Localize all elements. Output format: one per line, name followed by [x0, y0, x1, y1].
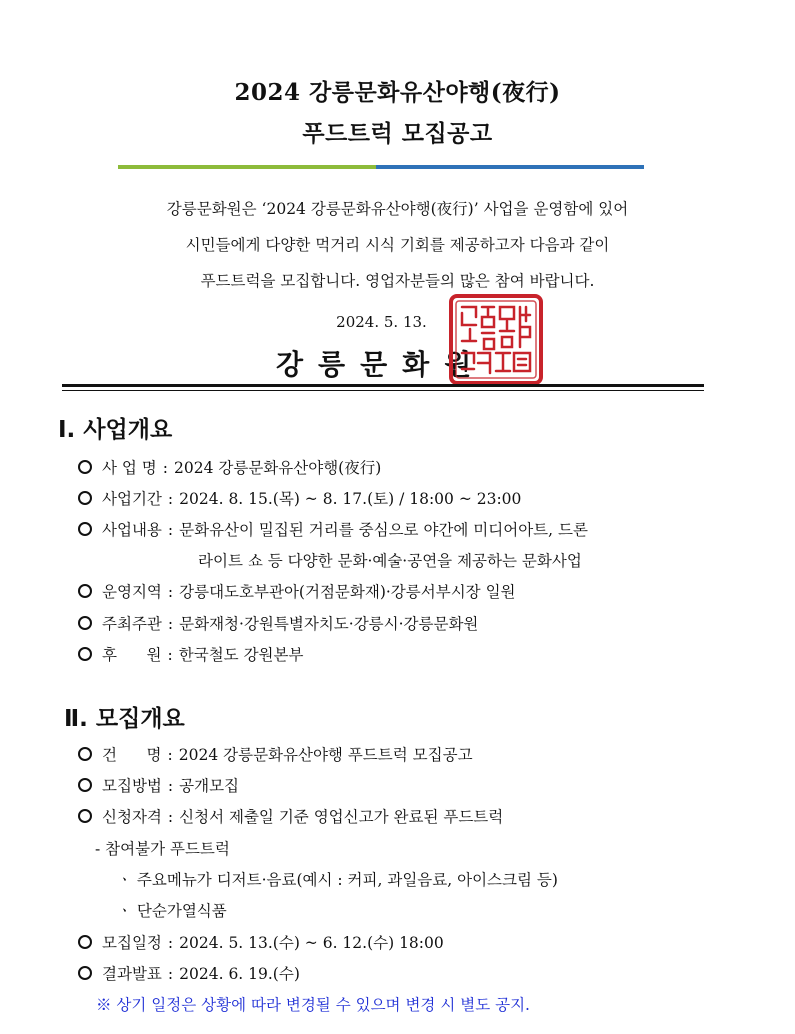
organization-name: 강릉문화원	[276, 348, 487, 381]
notice-date: 2024. 5. 13.	[336, 313, 427, 331]
intro-line-3: 푸드트럭을 모집합니다. 영업자분들의 많은 참여 바랍니다.	[200, 272, 595, 290]
item-value: 2024 강릉문화유산야행(夜行)	[174, 459, 382, 477]
item-label: 주최주관	[102, 615, 162, 633]
list-item: 건 명 : 2024 강릉문화유산야행 푸드트럭 모집공고	[78, 743, 473, 765]
intro-line-2: 시민들에게 다양한 먹거리 시식 기회를 제공하고자 다음과 같이	[185, 236, 610, 254]
item-value: 2024. 8. 15.(목) ~ 8. 17.(토) / 18:00 ~ 23:00	[179, 490, 522, 508]
item-label: 사업기간	[102, 490, 162, 508]
item-label: 운영지역	[102, 583, 162, 601]
official-seal-stamp	[448, 293, 544, 386]
section1-heading: I. 사업개요	[58, 417, 173, 443]
header-divider-thin	[62, 390, 704, 391]
circle-bullet-icon	[78, 747, 92, 761]
list-item: 결과발표 : 2024. 6. 19.(수)	[78, 962, 300, 984]
item-label: 사업내용	[102, 521, 162, 539]
notice-title-line2: 푸드트럭 모집공고	[302, 120, 493, 147]
item-value: 2024 강릉문화유산야행 푸드트럭 모집공고	[178, 746, 473, 764]
item-value: 한국철도 강원본부	[178, 646, 304, 664]
item-value: 2024. 5. 13.(수) ~ 6. 12.(수) 18:00	[179, 934, 444, 952]
item-value: 공개모집	[179, 777, 240, 795]
circle-bullet-icon	[78, 584, 92, 598]
item-label: 후 원	[102, 646, 162, 664]
list-item: 주최주관 : 문화재청·강원특별자치도·강릉시·강릉문화원	[78, 612, 478, 634]
item-label: 신청자격	[102, 808, 162, 826]
circle-bullet-icon	[78, 460, 92, 474]
circle-bullet-icon	[78, 966, 92, 980]
excluded-item: ㆍ 단순가열식품	[117, 902, 227, 920]
list-item: 운영지역 : 강릉대도호부관아(거점문화재)·강릉서부시장 일원	[78, 580, 516, 602]
list-item: 후 원 : 한국철도 강원본부	[78, 643, 303, 665]
item-label: 모집방법	[102, 777, 162, 795]
list-item: 모집일정 : 2024. 5. 13.(수) ~ 6. 12.(수) 18:00	[78, 931, 444, 953]
list-item: 사업내용 : 문화유산이 밀집된 거리를 중심으로 야간에 미디어아트, 드론	[78, 518, 588, 540]
header-divider-thick	[62, 384, 704, 387]
item-value: 강릉대도호부관아(거점문화재)·강릉서부시장 일원	[179, 583, 516, 601]
item-label: 사 업 명	[102, 459, 157, 477]
item-label: 모집일정	[102, 934, 162, 952]
intro-line-1: 강릉문화원은 ‘2024 강릉문화유산야행(夜行)’ 사업을 운영함에 있어	[166, 200, 629, 218]
circle-bullet-icon	[78, 778, 92, 792]
item-value-continuation: 라이트 쇼 등 다양한 문화·예술·공연을 제공하는 문화사업	[198, 552, 582, 570]
list-item: 사 업 명 : 2024 강릉문화유산야행(夜行)	[78, 456, 381, 478]
item-label: 결과발표	[102, 965, 162, 983]
notice-title-line1: 2024 강릉문화유산야행(夜行)	[234, 79, 561, 106]
item-value: 문화재청·강원특별자치도·강릉시·강릉문화원	[179, 615, 479, 633]
circle-bullet-icon	[78, 522, 92, 536]
list-item: 사업기간 : 2024. 8. 15.(목) ~ 8. 17.(토) / 18:00 ~ 23:00	[78, 487, 521, 509]
section2-heading: Ⅱ. 모집개요	[64, 706, 185, 732]
circle-bullet-icon	[78, 616, 92, 630]
circle-bullet-icon	[78, 935, 92, 949]
item-value: 신청서 제출일 기준 영업신고가 완료된 푸드트럭	[179, 808, 504, 826]
item-value: 2024. 6. 19.(수)	[179, 965, 300, 983]
item-value: 문화유산이 밀집된 거리를 중심으로 야간에 미디어아트, 드론	[179, 521, 588, 539]
list-item: 모집방법 : 공개모집	[78, 774, 239, 796]
accent-bar-blue	[376, 165, 644, 169]
excluded-title: - 참여불가 푸드트럭	[95, 840, 230, 858]
list-item: 신청자격 : 신청서 제출일 기준 영업신고가 완료된 푸드트럭	[78, 805, 503, 827]
excluded-item: ㆍ 주요메뉴가 디저트·음료(예시 : 커피, 과일음료, 아이스크림 등)	[117, 871, 558, 889]
circle-bullet-icon	[78, 647, 92, 661]
schedule-change-note: ※ 상기 일정은 상황에 따라 변경될 수 있으며 변경 시 별도 공지.	[96, 996, 530, 1014]
item-label: 건 명	[102, 746, 162, 764]
circle-bullet-icon	[78, 491, 92, 505]
circle-bullet-icon	[78, 809, 92, 823]
accent-bar-green	[118, 165, 376, 169]
